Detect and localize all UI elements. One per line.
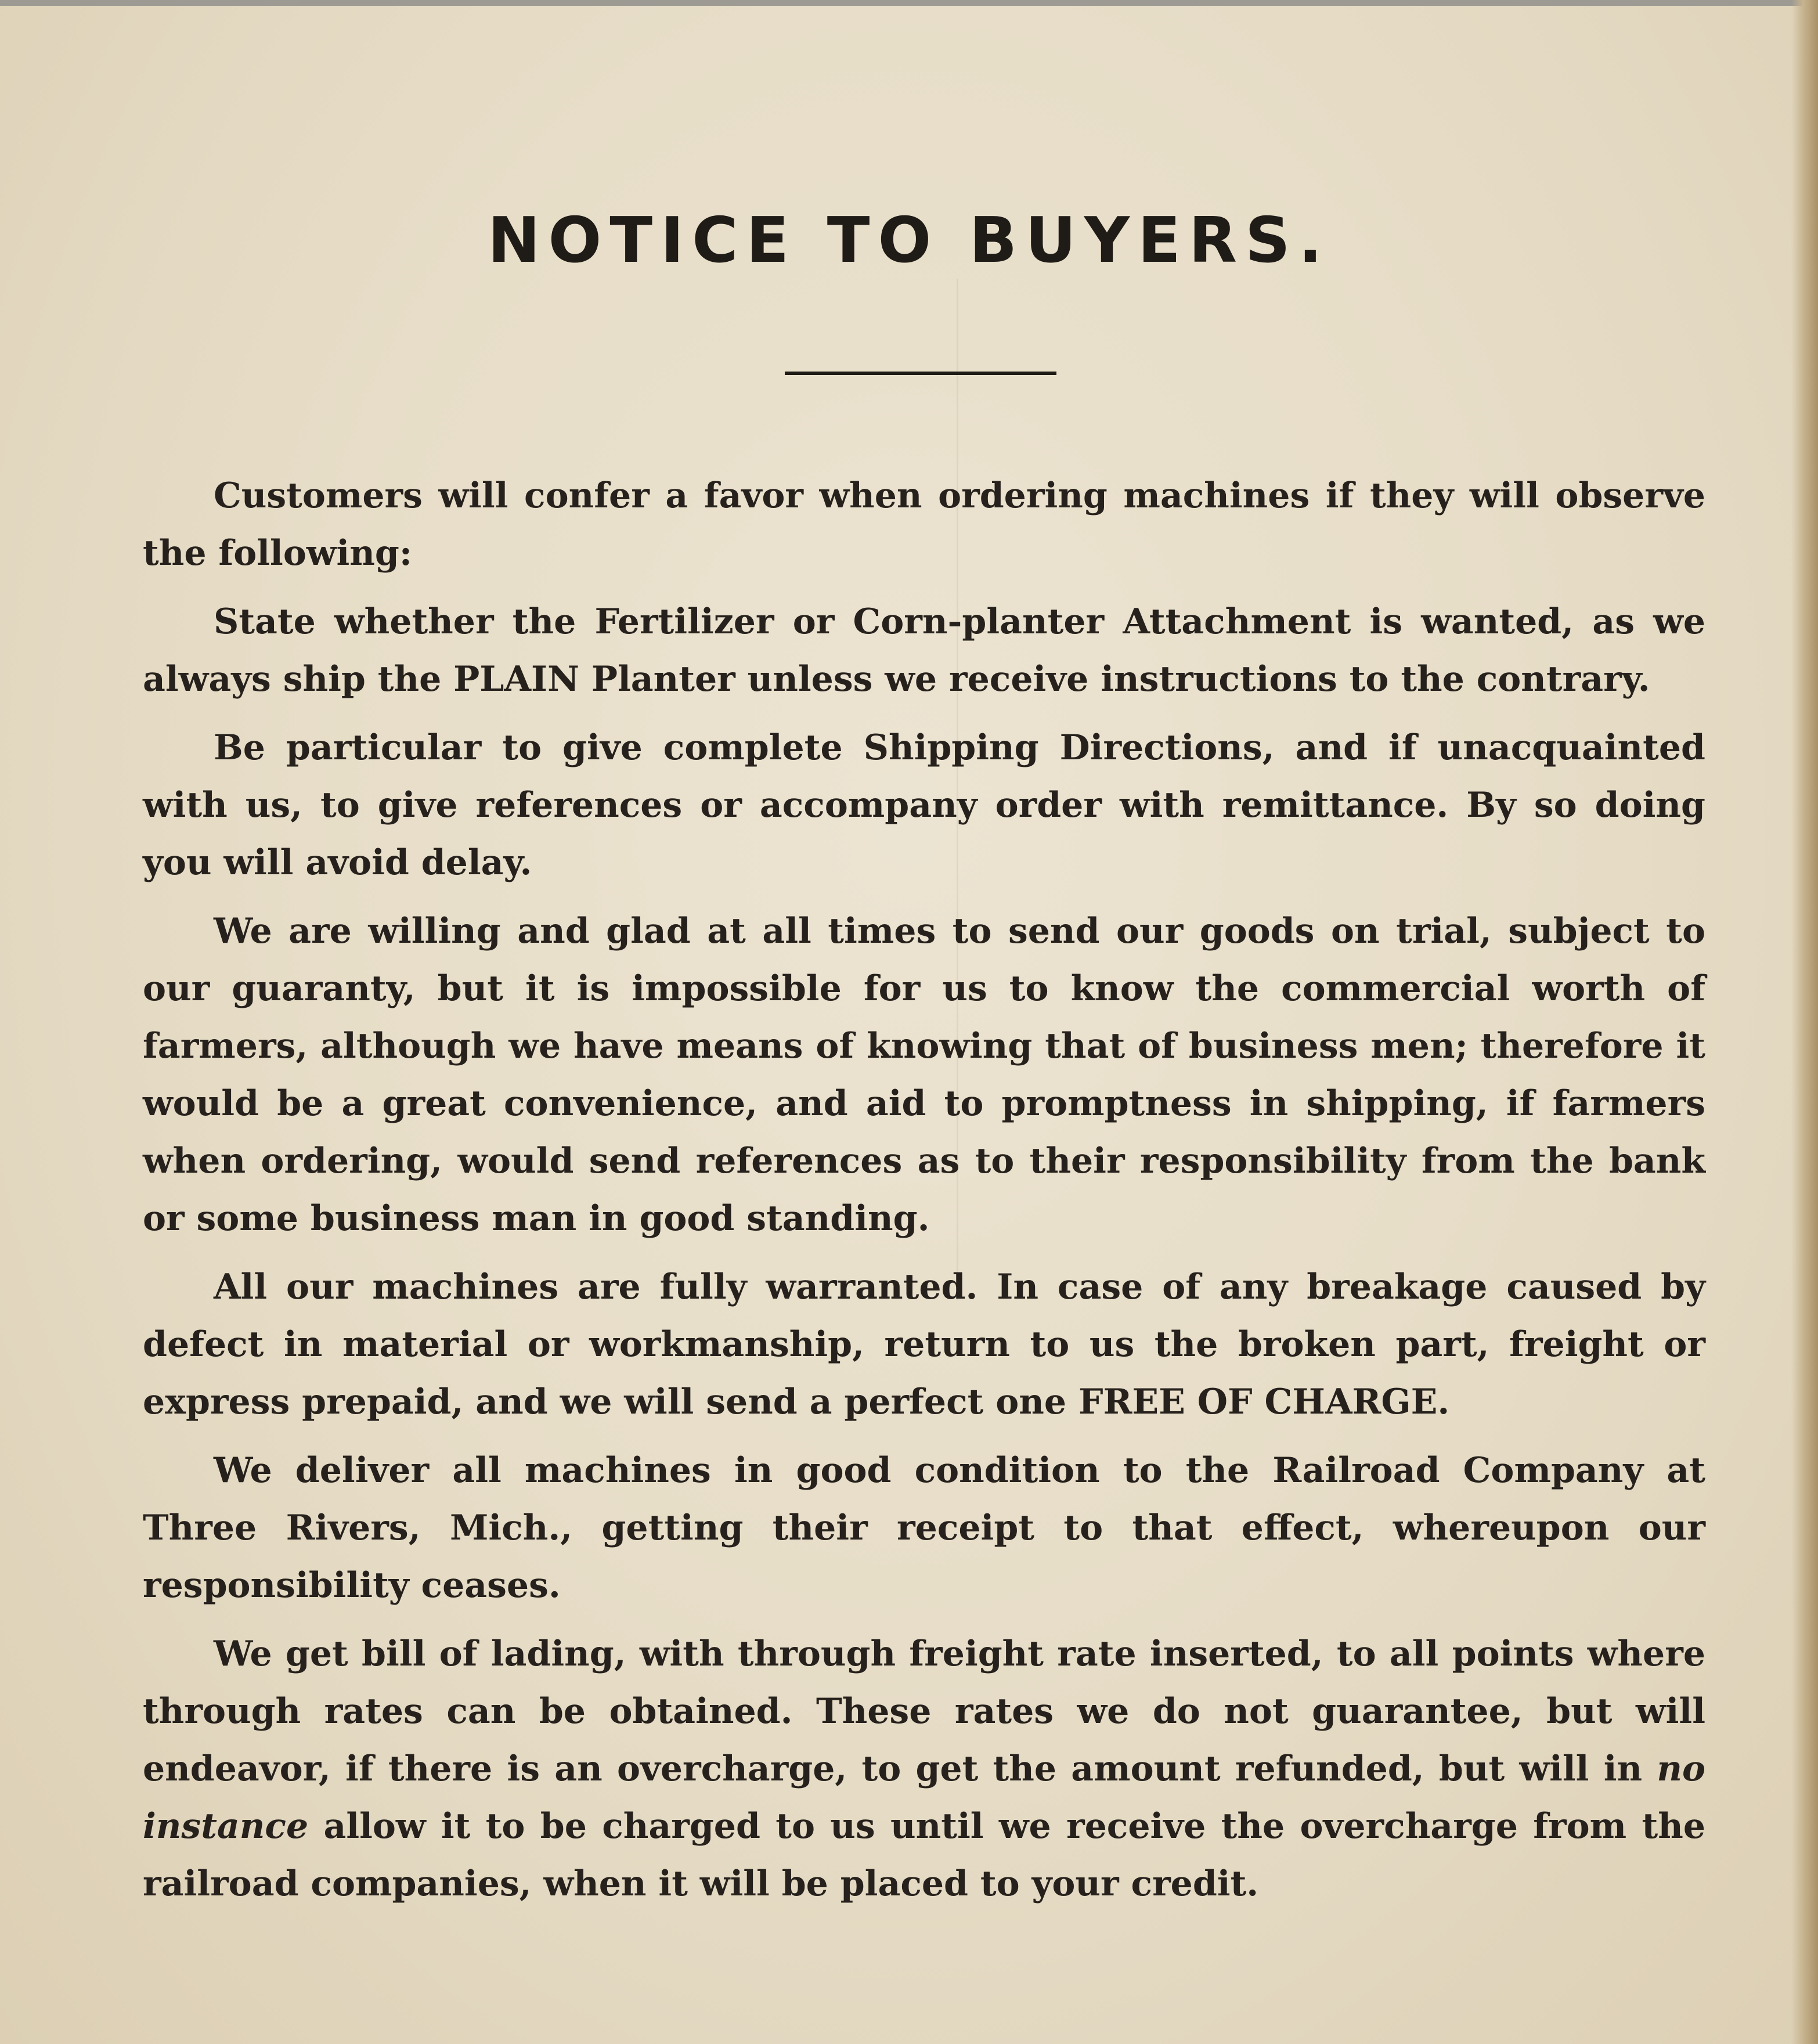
paragraph-attachment: State whether the Fertilizer or Corn-planter Attachment is wanted, as we always ship the PLAIN Planter unless we receive instructions to the contrary. [143, 601, 1705, 700]
paragraph-warranty: All our machines are fully warranted. In case of any breakage caused by defect in material or workmanship, return to us the broken part, freight or express prepaid, and we will send a perfect one FREE OF CHARGE. [143, 1267, 1705, 1422]
page-right-edge [1791, 0, 1818, 2044]
paragraph-shipping-directions: Be particular to give complete Shipping Directions, and if unacquainted with us, to give references or accompany order with remittance. By so doing you will avoid delay. [143, 727, 1705, 883]
paragraph-bill-of-lading [143, 1625, 1705, 1913]
title-underline-rule [785, 372, 1056, 375]
bill-of-lading-emphasis: no instance [143, 1749, 1705, 1847]
page-top-edge [0, 0, 1818, 6]
bill-of-lading-text-start: We get bill of lading, with through freight rate inserted, to all points where through rates can be obtained. These rates we do not guarantee, but will endeavor, if there is an overcharge, to get the amount refunded, but will in [143, 1634, 1705, 1789]
page-title: NOTICE TO BUYERS. [488, 204, 1330, 277]
bill-of-lading-text-end: allow it to be charged to us until we receive the overcharge from the railroad companies, when it will be placed to your credit. [143, 1806, 1705, 1904]
notice-body [143, 467, 1705, 1924]
paragraph-trial-references: We are willing and glad at all times to send our goods on trial, subject to our guaranty, but it is impossible for us to know the commercial worth of farmers, although we have means of knowing that of business men; therefore it would be a great convenience, and aid to promptness in shipping, if farmers when ordering, would send references as to their responsibility from the bank or some business man in good standing. [143, 911, 1705, 1239]
paragraph-delivery: We deliver all machines in good condition to the Railroad Company at Three Rivers, Mich., getting their receipt to that effect, whereupon our responsibility ceases. [143, 1450, 1705, 1606]
paragraph-ordering: Customers will confer a favor when ordering machines if they will observe the following: [143, 475, 1705, 574]
